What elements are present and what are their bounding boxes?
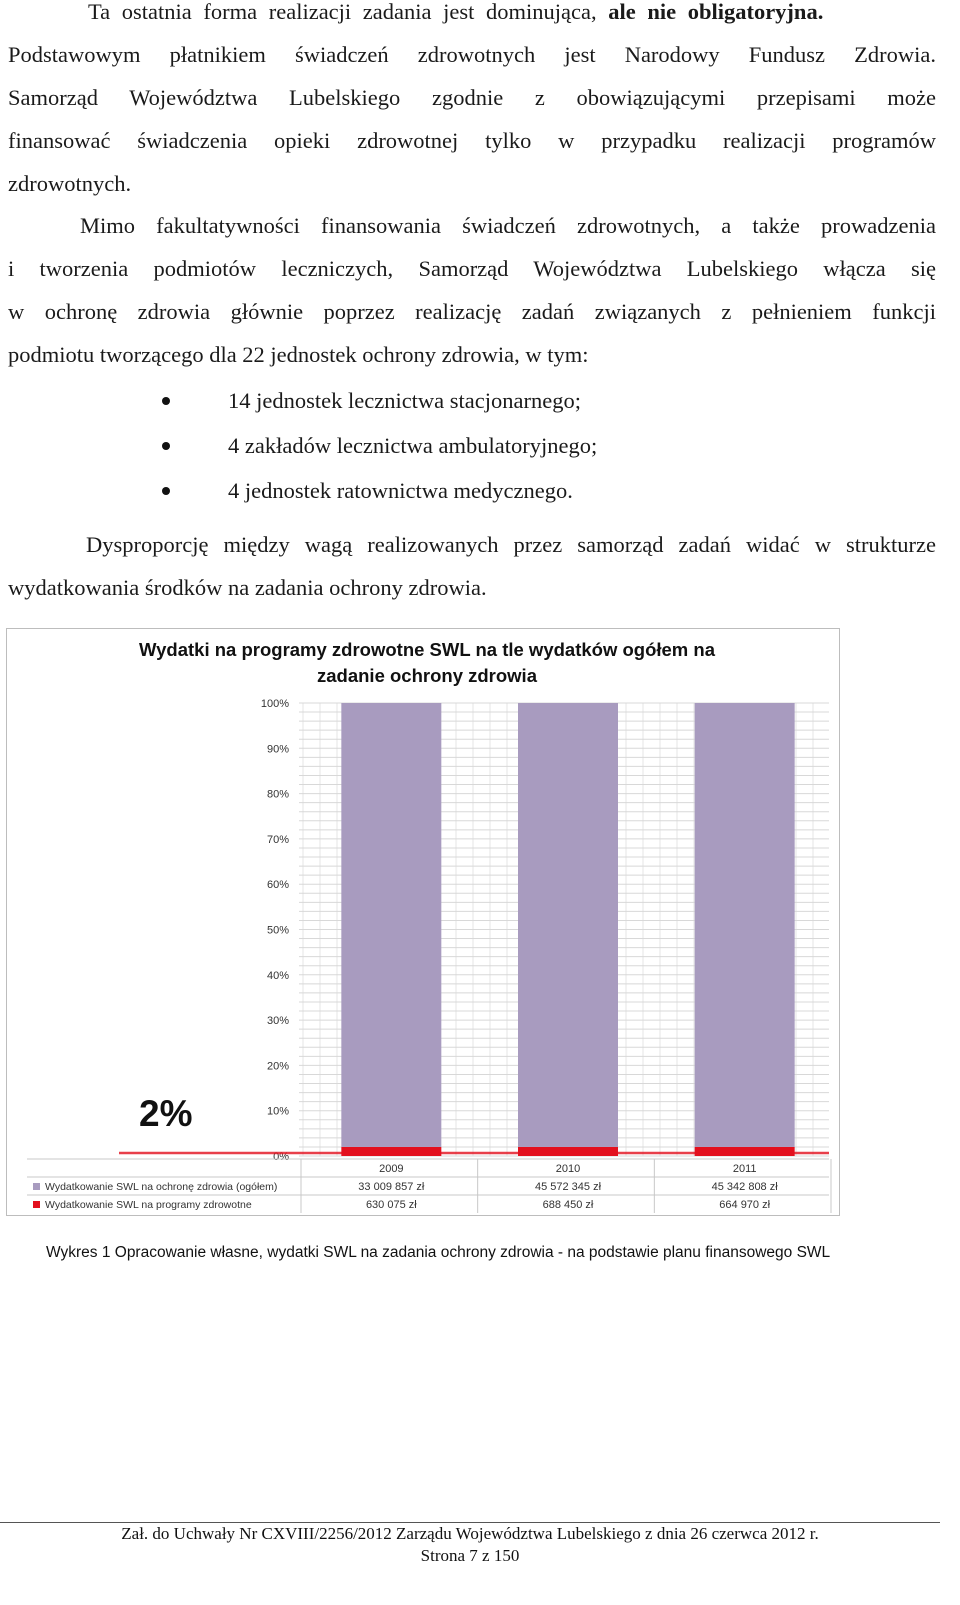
legend-label: Wydatkowanie SWL na programy zdrowotne <box>45 1199 252 1211</box>
chart-title-line-2: zadanie ochrony zdrowia <box>317 665 537 686</box>
paragraph-1-line-3: Samorząd Województwa Lubelskiego zgodnie z obowiązującymi przepisami może <box>8 85 936 110</box>
legend-key <box>33 1183 40 1190</box>
figure-caption: Wykres 1 Opracowanie własne, wydatki SWL na zadania ochrony zdrowia - na podstawie planu finansowego SWL <box>46 1244 831 1261</box>
paragraph-2-line-4: podmiotu tworzącego dla 22 jednostek ochrony zdrowia, w tym: <box>8 342 589 367</box>
paragraph-1-line-1 <box>8 0 936 33</box>
y-tick-label: 90% <box>266 743 289 756</box>
chart-title-line-1: Wydatki na programy zdrowotne SWL na tle wydatków ogółem na <box>139 639 715 660</box>
data-label-programy-zdrowotne: 630 075 zł <box>365 1199 417 1211</box>
paragraph-1-line-1-bold: ale nie obligatoryjna. <box>608 0 824 24</box>
data-label-programy-zdrowotne: 664 970 zł <box>719 1199 771 1211</box>
legend-key <box>33 1201 40 1208</box>
paragraph-1-line-5: zdrowotnych. <box>8 171 132 196</box>
bullet-icon <box>162 397 170 405</box>
legend-label: Wydatkowanie SWL na ochronę zdrowia (ogółem) <box>45 1181 278 1193</box>
paragraph-1-line-4: finansować świadczenia opieki zdrowotnej tylko w przypadku realizacji programów <box>8 128 936 153</box>
paragraph-2 <box>8 204 936 376</box>
y-tick-label: 20% <box>266 1060 289 1073</box>
y-tick-label: 30% <box>266 1015 289 1028</box>
bar-ochrona-zdrowia <box>518 703 618 1147</box>
paragraph-2-line-1: Mimo fakultatywności finansowania świadczeń zdrowotnych, a także prowadzenia <box>80 213 936 238</box>
y-tick-label: 50% <box>266 924 289 937</box>
chart <box>6 628 840 1216</box>
paragraph-1-line-2: Podstawowym płatnikiem świadczeń zdrowotnych jest Narodowy Fundusz Zdrowia. <box>8 42 936 67</box>
x-tick-label: 2011 <box>732 1163 757 1175</box>
paragraph-1-line-1-text: Ta ostatnia forma realizacji zadania jest dominująca, <box>88 0 597 24</box>
x-tick-label: 2009 <box>379 1163 404 1175</box>
x-tick-label: 2010 <box>555 1163 581 1175</box>
bar-programy-zdrowotne <box>341 1147 441 1156</box>
list-item-text: 4 jednostek ratownictwa medycznego. <box>228 478 573 503</box>
data-label-ochrona-zdrowia: 33 009 857 zł <box>358 1181 425 1193</box>
bullet-icon <box>162 442 170 450</box>
data-label-programy-zdrowotne: 688 450 zł <box>542 1199 594 1211</box>
y-tick-label: 0% <box>273 1151 289 1163</box>
list-item-text: 4 zakładów lecznictwa ambulatoryjnego; <box>228 433 598 458</box>
paragraph-3-line-2: wydatkowania środków na zadania ochrony zdrowia. <box>8 575 487 600</box>
paragraph-2-line-3: w ochronę zdrowia głównie poprzez realizację zadań związanych z pełnieniem funkcji <box>8 299 936 324</box>
bar-ochrona-zdrowia <box>695 703 795 1147</box>
bullet-icon <box>162 487 170 495</box>
paragraph-1 <box>8 0 936 205</box>
y-tick-label: 60% <box>266 879 289 892</box>
y-tick-label: 40% <box>266 969 289 982</box>
chart-annotation: 2% <box>139 1093 193 1134</box>
data-label-ochrona-zdrowia: 45 572 345 zł <box>534 1181 602 1193</box>
chart-plot <box>7 629 839 1215</box>
footer-divider <box>0 1522 940 1523</box>
data-label-ochrona-zdrowia: 45 342 808 zł <box>711 1181 778 1193</box>
bar-ochrona-zdrowia <box>341 703 441 1147</box>
footer-line-1: Zał. do Uchwały Nr CXVIII/2256/2012 Zarządu Województwa Lubelskiego z dnia 26 czerwca 2012 r. <box>121 1524 819 1543</box>
y-tick-label: 100% <box>260 698 289 710</box>
footer-line-2: Strona 7 z 150 <box>420 1546 520 1565</box>
paragraph-3 <box>8 523 936 609</box>
paragraph-2-line-2: i tworzenia podmiotów leczniczych, Samorząd Województwa Lubelskiego włącza się <box>8 256 936 281</box>
y-tick-label: 10% <box>266 1105 289 1118</box>
y-tick-label: 70% <box>266 833 289 846</box>
bar-programy-zdrowotne <box>695 1147 795 1156</box>
y-tick-label: 80% <box>266 788 289 801</box>
bar-programy-zdrowotne <box>518 1147 618 1156</box>
list-item-text: 14 jednostek lecznictwa stacjonarnego; <box>228 388 581 413</box>
paragraph-3-line-1: Dysproporcję między wagą realizowanych przez samorząd zadań widać w strukturze <box>86 532 936 557</box>
